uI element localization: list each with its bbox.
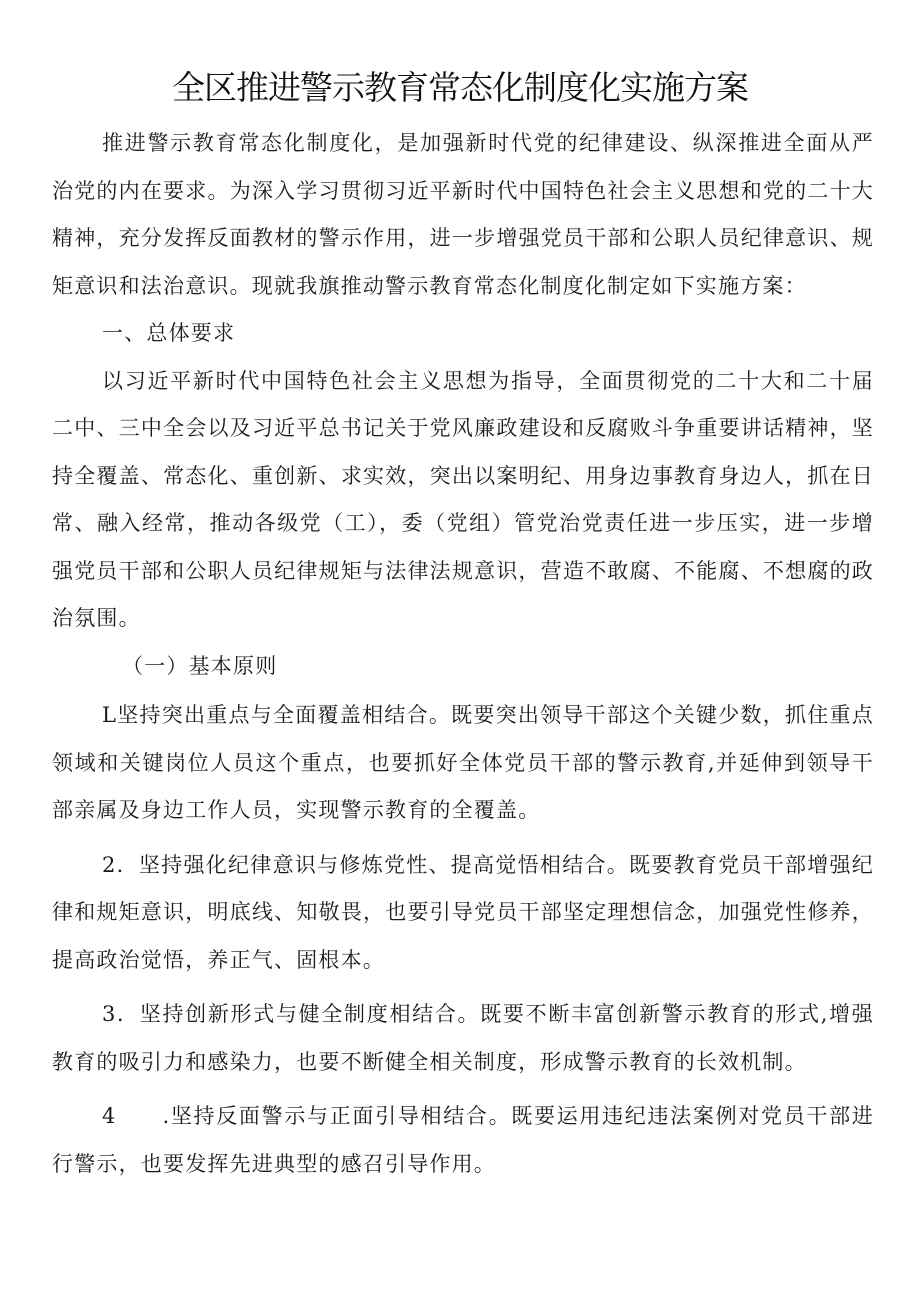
subsection-heading-basic-principles: （一）基本原则: [122, 653, 278, 678]
intro-paragraph: 推进警示教育常态化制度化，是加强新时代党的纪律建设、纵深推进全面从严治党的内在要求。为深入学习贯彻习近平新时代中国特色社会主义思想和党的二十大精神，充分发挥反面教材的警示作用，进一步增强党员干部和公职人员纪律意识、规矩意识和法治意识。现就我旗推动警示教育常态化制度化制定如下实施方案：: [52, 131, 874, 298]
principle-2-paragraph: 2．坚持强化纪律意识与修炼党性、提高觉悟相结合。既要教育党员干部增强纪律和规矩意识，明底线、知敬畏，也要引导党员干部坚定理想信念，加强党性修养，提高政治觉悟，养正气、固根本。: [52, 852, 874, 972]
principle-3-paragraph: 3．坚持创新形式与健全制度相结合。既要不断丰富创新警示教育的形式,增强教育的吸引力和感染力，也要不断健全相关制度，形成警示教育的长效机制。: [52, 1002, 874, 1074]
document-body: [52, 120, 874, 1188]
principle-1-paragraph: L坚持突出重点与全面覆盖相结合。既要突出领导干部这个关键少数，抓住重点领域和关键岗位人员这个重点，也要抓好全体党员干部的警示教育,并延伸到领导干部亲属及身边工作人员，实现警示教育的全覆盖。: [52, 703, 874, 822]
principle-4-paragraph: 4 .坚持反面警示与正面引导相结合。既要运用违纪违法案例对党员干部进行警示，也要发挥先进典型的感召引导作用。: [52, 1104, 874, 1176]
document-title: 全区推进警示教育常态化制度化实施方案: [172, 68, 748, 107]
general-requirements-paragraph: 以习近平新时代中国特色社会主义思想为指导，全面贯彻党的二十大和二十届二中、三中全会以及习近平总书记关于党风廉政建设和反腐败斗争重要讲话精神，坚持全覆盖、常态化、重创新、求实效，突出以案明纪、用身边事教育身边人，抓在日常、融入经常，推动各级党（工），委（党组）管党治党责任进一步压实，进一步增强党员干部和公职人员纪律规矩与法律法规意识，营造不敢腐、不能腐、不想腐的政治氛围。: [52, 368, 874, 630]
section-heading-general-requirements: 一、总体要求: [102, 321, 236, 345]
